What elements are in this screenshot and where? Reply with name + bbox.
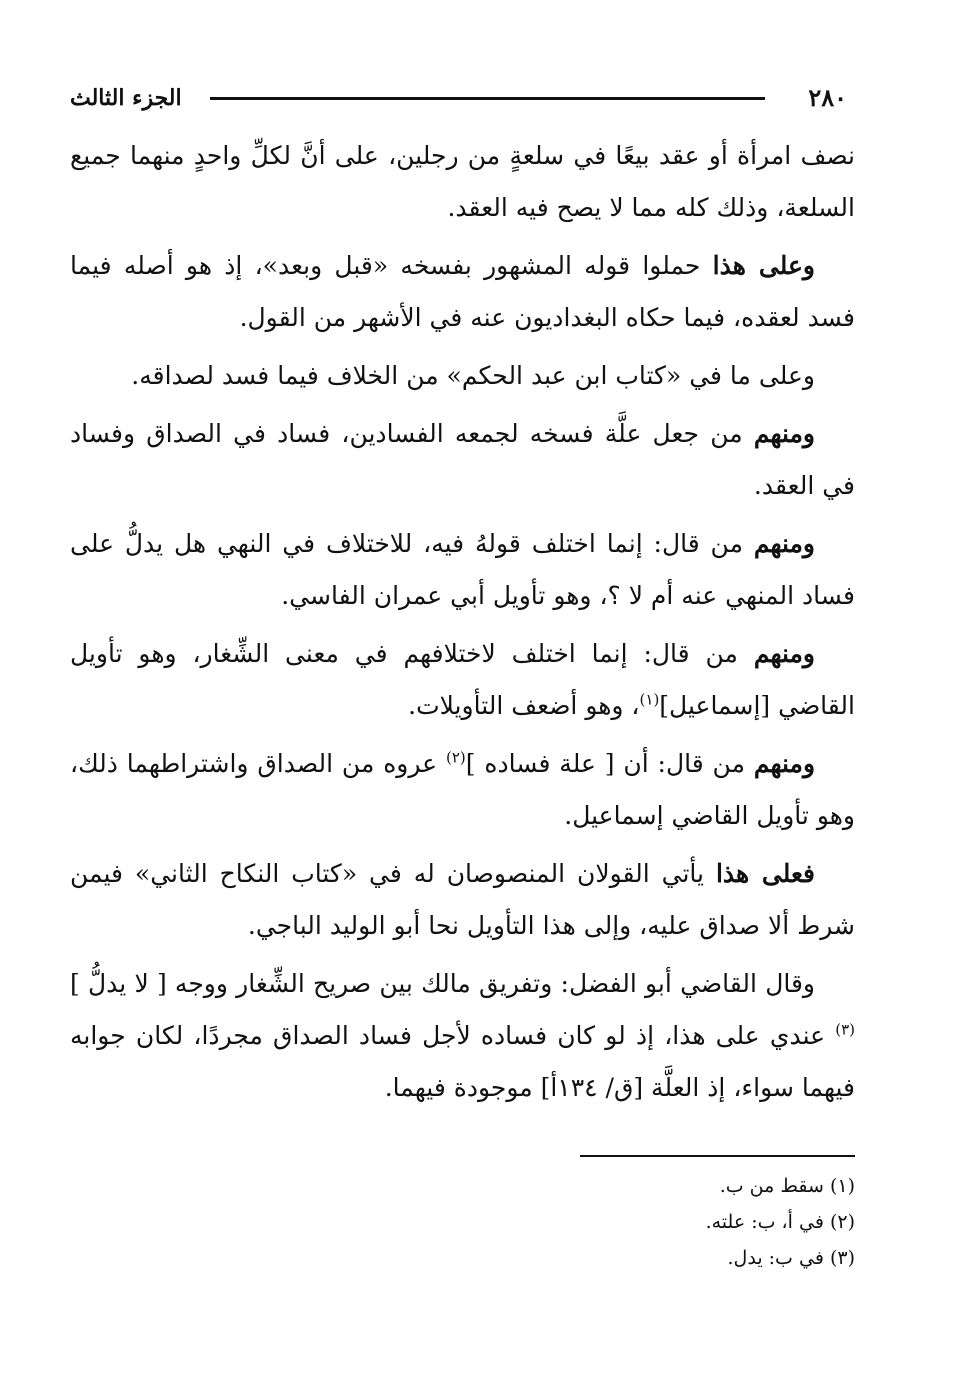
paragraph-text: وعلى ما في «كتاب ابن عبد الحكم» من الخلاف فيما فسد لصداقه. <box>131 361 815 390</box>
paragraph <box>70 350 855 402</box>
footnote-rule <box>580 1155 855 1157</box>
paragraph-lead: ومنهم <box>753 419 815 448</box>
paragraph-lead: ومنهم <box>753 639 815 668</box>
paragraph-lead: ومنهم <box>753 529 815 558</box>
footnote-reference[interactable]: (٣) <box>835 1020 855 1039</box>
paragraph-lead: وعلى هذا <box>712 251 816 280</box>
paragraph <box>70 240 855 344</box>
paragraph <box>70 518 855 622</box>
footnote-reference[interactable]: (١) <box>639 690 660 709</box>
running-title: الجزء الثالث <box>70 85 182 111</box>
page-header <box>70 80 855 120</box>
footnote-reference[interactable]: (٢) <box>445 748 466 767</box>
page-number: ٢٨٠ <box>808 83 847 112</box>
paragraph-text: من قال: إنما اختلف قولهُ فيه، للاختلاف في النهي هل يدلُّ على فساد المنهي عنه أم لا ؟، وهو تأويل أبي عمران الفاسي. <box>70 529 855 610</box>
paragraph-text: وقال القاضي أبو الفضل: وتفريق مالك بين صريح الشِّغار ووجه [ لا يدلُّ ] <box>70 969 815 998</box>
paragraph <box>70 848 855 952</box>
paragraph <box>70 958 855 1114</box>
paragraph-lead: فعلى هذا <box>715 859 815 888</box>
paragraph-lead: ومنهم <box>753 749 816 778</box>
book-page <box>70 60 855 1350</box>
header-rule <box>210 97 765 100</box>
footnote: (١) سقط من ب. <box>719 1175 855 1197</box>
paragraph <box>70 130 855 234</box>
footnote: (٣) في ب: يدل. <box>727 1247 855 1269</box>
footnote: (٢) في أ، ب: علته. <box>705 1211 855 1233</box>
paragraph <box>70 408 855 512</box>
paragraph-text: من جعل علَّة فسخه لجمعه الفسادين، فساد في الصداق وفساد في العقد. <box>70 419 855 500</box>
paragraph-text: من قال: أن [ علة فساده ] <box>465 749 754 778</box>
paragraph-tail: عروه من الصداق واشتراطهما ذلك، وهو تأويل القاضي إسماعيل. <box>70 749 855 830</box>
paragraph-tail: عندي على هذا، إذ لو كان فساده لأجل فساد الصداق مجردًا، لكان جوابه فيهما سواء، إذ العلَّة [ق/ ١٣٤أ] موجودة فيهما. <box>70 1021 855 1102</box>
paragraph-text: حملوا قوله المشهور بفسخه «قبل وبعد»، إذ هو أصله فيما فسد لعقده، فيما حكاه البغداديون عنه في الأشهر من القول. <box>70 251 855 332</box>
paragraph-text: نصف امرأة أو عقد بيعًا في سلعةٍ من رجلين، على أنَّ لكلِّ واحدٍ منهما جميع السلعة، وذلك كله مما لا يصح فيه العقد. <box>70 141 855 222</box>
paragraph-text: يأتي القولان المنصوصان له في «كتاب النكاح الثاني» فيمن شرط ألا صداق عليه، وإلى هذا التأويل نحا أبو الوليد الباجي. <box>70 859 855 940</box>
paragraph-text: من قال: إنما اختلف لاختلافهم في معنى الشِّغار، وهو تأويل القاضي [إسماعيل] <box>70 639 855 720</box>
footnotes <box>435 1168 855 1276</box>
paragraph <box>70 738 855 842</box>
body-text <box>70 130 855 1120</box>
paragraph <box>70 628 855 732</box>
paragraph-tail: ، وهو أضعف التأويلات. <box>408 691 640 720</box>
